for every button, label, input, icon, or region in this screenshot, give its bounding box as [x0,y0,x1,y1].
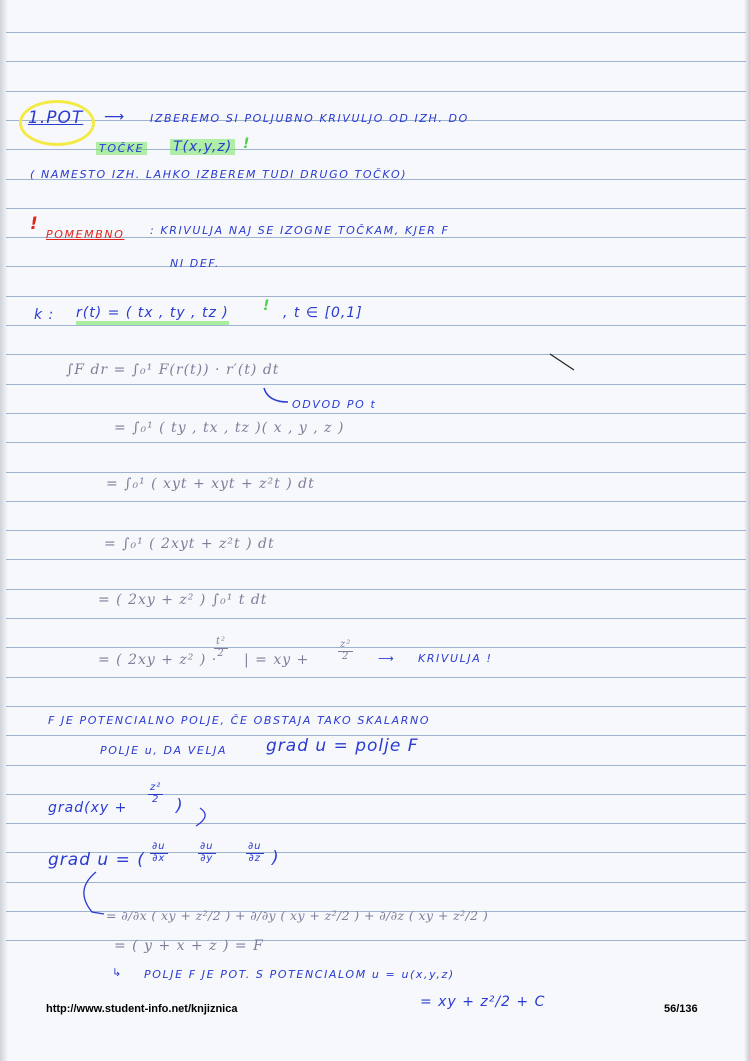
important-text-2: NI DEF. [170,257,220,270]
curve-k: k : [34,307,55,323]
arrow-right-icon-2: ⟶ [378,652,396,665]
final-line-1: = ∂/∂x ( xy + z²/2 ) + ∂/∂y ( xy + z²/2 ) + ∂/∂z ( xy + z²/2 ) [106,908,489,923]
arrow-right-icon: ⟶ [104,109,126,125]
curve-equation: r(t) = ( tx , ty , tz ) [76,305,229,325]
final-line-4: = xy + z²/2 + C [420,994,546,1010]
green-exclamation: ! [243,136,251,152]
grad-fraction: $\frac{\text{z²}}{2}$ [150,782,162,805]
derivation-line-6a: = ( 2xy + z² ) · [98,652,218,668]
derivation-line-1: ∫F dr = ∫₀¹ F(r(t)) · r′(t) dt [66,362,280,378]
final-line-3: POLJE F JE POT. S POTENCIALOM u = u(x,y,z) [144,968,455,981]
important-label: POMEMBNO [46,228,125,241]
derivation-line-5: = ( 2xy + z² ) ∫₀¹ t dt [98,592,268,608]
footer-url: http://www.student-info.net/knjiznica [46,1003,238,1015]
return-arrow-stroke [84,872,104,914]
heading-tocke: TOČKE [96,142,147,155]
grad-bracket-stroke [196,808,205,826]
potential-def-line-1: F JE POTENCIALNO POLJE, ČE OBSTAJA TAKO SKALARNO [48,714,431,727]
potential-def-line-2a: POLJE u, DA VELJA [100,744,228,757]
krivulja-note: KRIVULJA ! [418,652,493,665]
odvod-arrow-stroke [264,388,288,402]
derivation-line-4: = ∫₀¹ ( 2xyt + z²t ) dt [104,536,275,552]
derivation-line-6b: | = xy + [244,652,310,668]
fraction-t2-over-2: $\frac{\text{t²}}{2}$ [216,636,227,659]
heading-text: IZBEREMO SI POLJUBNO KRIVULJO OD IZH. DO [150,112,469,125]
gradu-close: ) [272,848,280,868]
heading-point: T(x,y,z) [170,139,235,155]
red-exclamation: ! [30,214,39,234]
du-dz: $\frac{\partial u}{\partial z}$ [248,841,262,864]
green-exclamation-2: ! [263,298,271,314]
final-line-3-arrow: ↳ [112,966,123,979]
gradu-expr: grad u = ( [48,850,145,870]
margin-tick-mark [550,354,574,370]
grad-expr: grad(xy + [48,800,128,816]
derivation-line-3: = ∫₀¹ ( xyt + xyt + z²t ) dt [106,476,315,492]
note-instead: ( NAMESTO IZH. LAHKO IZBEREM TUDI DRUGO TOČKO) [30,168,408,181]
fraction-z2-over-2: $\frac{\text{z²}}{2}$ [340,639,352,662]
grad-close: ) [176,796,184,816]
odvod-note: ODVOD PO t [292,398,377,411]
du-dx: $\frac{\partial u}{\partial x}$ [152,841,166,864]
footer-page-number: 56/136 [664,1003,698,1015]
curve-param: , t ∈ [0,1] [283,305,363,321]
potential-def-line-2b: grad u = polje F [266,736,419,756]
du-dy: $\frac{\partial u}{\partial y}$ [200,841,214,864]
important-text: : KRIVULJA NAJ SE IZOGNE TOČKAM, KJER F [150,224,450,237]
final-line-2: = ( y + x + z ) = F [114,938,264,954]
section-title: 1.POT [28,108,84,128]
derivation-line-2: = ∫₀¹ ( ty , tx , tz )( x , y , z ) [114,420,345,436]
